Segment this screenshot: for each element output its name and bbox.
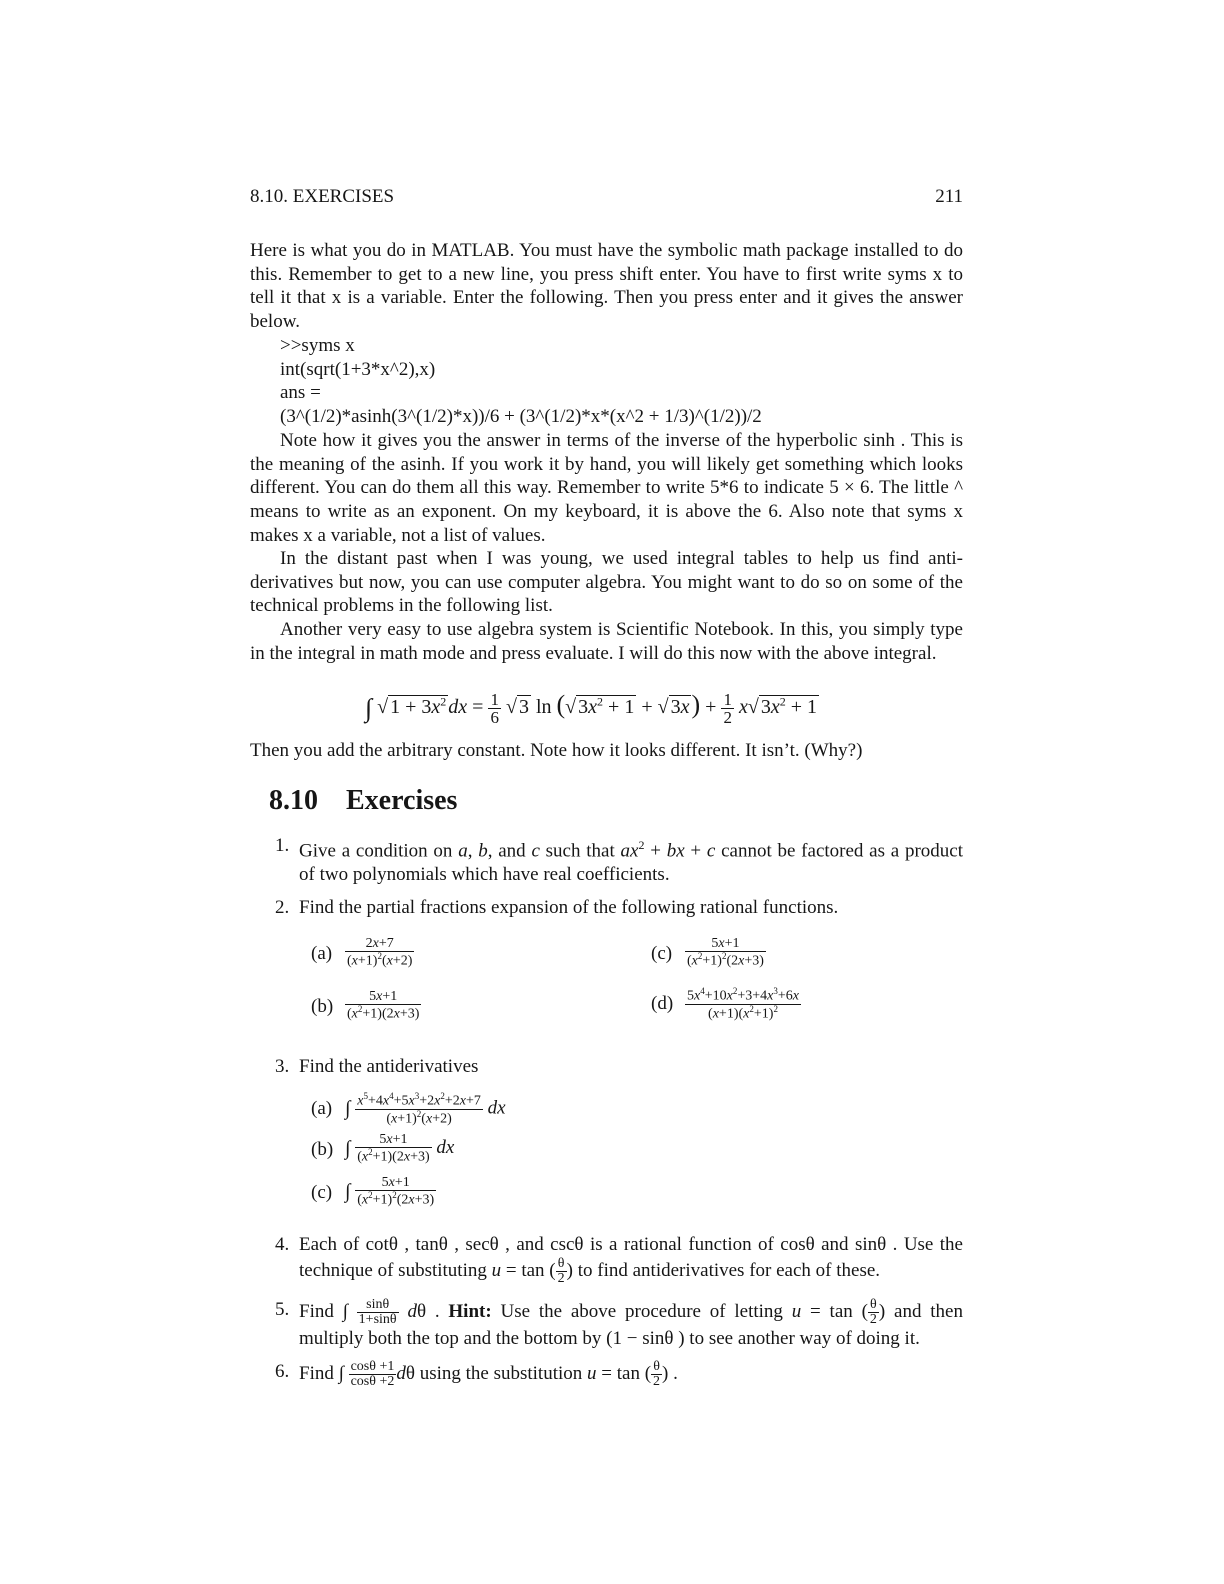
exercise-number: 4. xyxy=(275,1234,290,1255)
intro-paragraph-1: Here is what you do in MATLAB. You must have the symbolic math package installed to do this. Remember to get to a new line, you press shift enter. You have to first write syms x to tell it that x is a variable. Enter the following. Then you press enter and it gives the answer below. xyxy=(250,240,963,333)
code-line-3: ans = xyxy=(280,382,321,403)
exercise-number: 5. xyxy=(275,1299,290,1320)
intro-paragraph-5: Then you add the arbitrary constant. Note how it looks different. It isn’t. (Why?) xyxy=(250,740,863,761)
exercise-number: 1. xyxy=(275,835,290,856)
subpart-label: (d) xyxy=(651,993,674,1014)
exercise-text: using the substitution xyxy=(414,1362,588,1384)
display-equation: ∫ √ $1 + 3x^2$ dx = $\frac{1}{6}$ √ 3 ln (√ $3x^2 + 1$ + √ 3x) + $\frac{1}{2}$ x√ $3x^2 + 1$ xyxy=(365,689,817,727)
exercise-number: 6. xyxy=(275,1361,290,1382)
exercise-2 xyxy=(275,896,963,920)
subpart-label: (a) xyxy=(311,1098,333,1119)
exercise-text: cannot be factored as a product of two polynomials which have real coefficients. xyxy=(299,840,964,886)
running-head-section: 8.10. EXERCISES xyxy=(250,186,395,207)
section-number: 8.10 xyxy=(269,785,318,816)
section-heading xyxy=(269,785,457,817)
running-head xyxy=(250,186,963,210)
exercise-text: Find xyxy=(299,1300,343,1322)
section-title: Exercises xyxy=(346,785,458,816)
code-line-1: >>syms x xyxy=(280,335,355,356)
subpart-label: (c) xyxy=(311,1182,333,1203)
exercise-text: to find antiderivatives for each of these. xyxy=(572,1259,881,1281)
subpart-label: (a) xyxy=(311,943,333,964)
exercise-number: 2. xyxy=(275,897,290,918)
exercise-text: Find the partial fractions expansion of the following rational functions. xyxy=(299,897,839,918)
exercise-text: Give a condition on xyxy=(299,840,459,862)
exercise-text: such that xyxy=(539,840,621,862)
code-line-4: (3^(1/2)*asinh(3^(1/2)*x))/6 + (3^(1/2)*x*(x^2 + 1/3)^(1/2))/2 xyxy=(280,406,762,427)
exercise-text: Find the antiderivatives xyxy=(299,1056,479,1077)
page: 8.10. EXERCISES 211 Here is what you do in MATLAB. You must have the symbolic math package installed to do this. Remember to get to a new line, you press shift enter. You have to first write syms x to tell it that x is a variable. Enter the following. Then you press enter and it gives the answer below. >>syms x int(sqrt(1+3*x^2),x) ans = (3^(1/2)*asinh(3^(1/2)*x))/6 + (3^(1/2)*x*(x^2 + 1/3)^(1/2))/2 Note how it gives you the answer in terms of the inverse of the hyperbolic sinh . This is the meaning of the asinh. If you work it by hand, you will likely get something which looks different. You can do them all this way. Remember to write 5*6 to indicate 5 × 6. The little ^ means to write as an exponent. On my keyboard, it is above the 6. Also note that syms x makes x a variable, not a list of values. In the distant past when I was young, we used integral tables to help us find anti-derivatives but now, you can use computer algebra. You might want to do so on some of the technical problems in the following list. Another very easy to use algebra system is Scientific Notebook. In this, you simply type in the integral in math mode and press evaluate. I will do this now with the above integral. ∫ √ $1 + 3x^2$ dx = $\frac{1}{6}$ √ 3 ln (√ $3x^2 + 1$ + √ 3x) + $\frac{1}{2}$ x√ $3x^2 + 1$ Then you add the arbitrary constant. Note how it looks different. It isn’t. (Why?) 8.10 Exercises 1. Give a condition on a, b, and c such that $ax^2$ + bx + c cannot be factored as a product of two polynomials which have real coefficients. 2. Find the partial fractions expansion of the following rational functions. (a) $\frac{2x+7}{(x+1)^2(x+2)}$ (c) $\frac{5x+1}{(x^2+1)^2(2x+3)}$ (b) $\frac{5x+1}{(x^2+1)(2x+3)}$ (d) $\frac{5x^4+10x^2+3+4x^3+6x}{(x+1)(x^2+1)^2}$ 3. Find the antiderivatives (a) ∫ $\frac{x^5+4x^4+5x^3+2x^2+2x+7}{(x+1)^2(x+2)}$ dx (b) ∫ $\frac{5x+1}{(x^2+1)(2x+3)}$ dx (c) ∫ $\frac{5x+1}{(x^2+1)^2(2x+3)}$ 4. Each of cotθ , tanθ , secθ , and cscθ is a rational function of cosθ and sinθ . Use the technique of substituting u = tan ( $\frac{\theta}{2}$ ) to find antiderivatives for each of these. 5. Find ∫ $\frac{\sin\theta}{1+\sin\theta}$ dθ . Hint: Use the above procedure of letting u = tan ( $\frac{\theta}{2}$ ) and then multiply both the top and the bottom by (1 − sinθ ) to see another way of doing it. 6. Find ∫ $\frac{\cos\theta +1}{\cos\theta +2}$ dθ using the substitution u = tan ( $\frac{\theta}{2}$ ) . xyxy=(250,186,964,1389)
subpart-label: (b) xyxy=(311,996,334,1017)
exercise-text: and then multiply both the top and the bottom by (1 − sinθ ) to see another way of doing it. xyxy=(299,1300,963,1349)
intro-paragraph-2: Note how it gives you the answer in terms of the inverse of the hyperbolic sinh . This is the meaning of the asinh. If you work it by hand, you will likely get something which looks different. You can do them all this way. Remember to write 5*6 to indicate 5 × 6. The little ^ means to write as an exponent. On my keyboard, it is above the 6. Also note that syms x makes x a variable, not a list of values. xyxy=(250,430,963,546)
exercise-5: 5. Find ∫ $\frac{\sin\theta}{1+\sin\theta}$ dθ . Hint: Use the above procedure of letting u = tan ( $\frac{\theta}{2}$ ) and then multiply both the top and the bottom by (1 − sinθ ) to see another way of doing it. xyxy=(275,1297,963,1349)
code-line-2: int(sqrt(1+3*x^2),x) xyxy=(280,359,436,380)
hint-label: Hint: xyxy=(448,1300,492,1322)
exercise-text: Find xyxy=(299,1362,339,1384)
subpart-label: (c) xyxy=(651,943,673,964)
exercise-1: 1. Give a condition on a, b, and c such that $ax^2$ + bx + c cannot be factored as a product of two polynomials which have real coefficients. xyxy=(275,835,964,886)
exercise-number: 3. xyxy=(275,1056,290,1077)
exercise-3 xyxy=(275,1055,963,1079)
exercise-6: 6. Find ∫ $\frac{\cos\theta +1}{\cos\theta +2}$ dθ using the substitution u = tan ( $\frac{\theta}{2}$ ) . xyxy=(275,1359,678,1389)
exercise-text: Each of cotθ , tanθ , secθ , and cscθ is a rational function of cosθ and sinθ . Use the technique of substituting xyxy=(299,1234,963,1281)
exercise-4: 4. Each of cotθ , tanθ , secθ , and cscθ is a rational function of cosθ and sinθ . Use the technique of substituting u = tan ( $\frac{\theta}{2}$ ) to find antiderivatives for each of these. xyxy=(275,1234,963,1286)
exercise-text: Use the above procedure of letting xyxy=(491,1300,792,1322)
page-number: 211 xyxy=(935,186,963,207)
exercise-text: , and xyxy=(487,840,532,862)
subpart-label: (b) xyxy=(311,1139,334,1160)
intro-paragraph-4: Another very easy to use algebra system is Scientific Notebook. In this, you simply type in the integral in math mode and press evaluate. I will do this now with the above integral. xyxy=(250,619,963,664)
intro-paragraph-3: In the distant past when I was young, we used integral tables to help us find anti-derivatives but now, you can use computer algebra. You might want to do so on some of the technical problems in the following list. xyxy=(250,548,963,617)
